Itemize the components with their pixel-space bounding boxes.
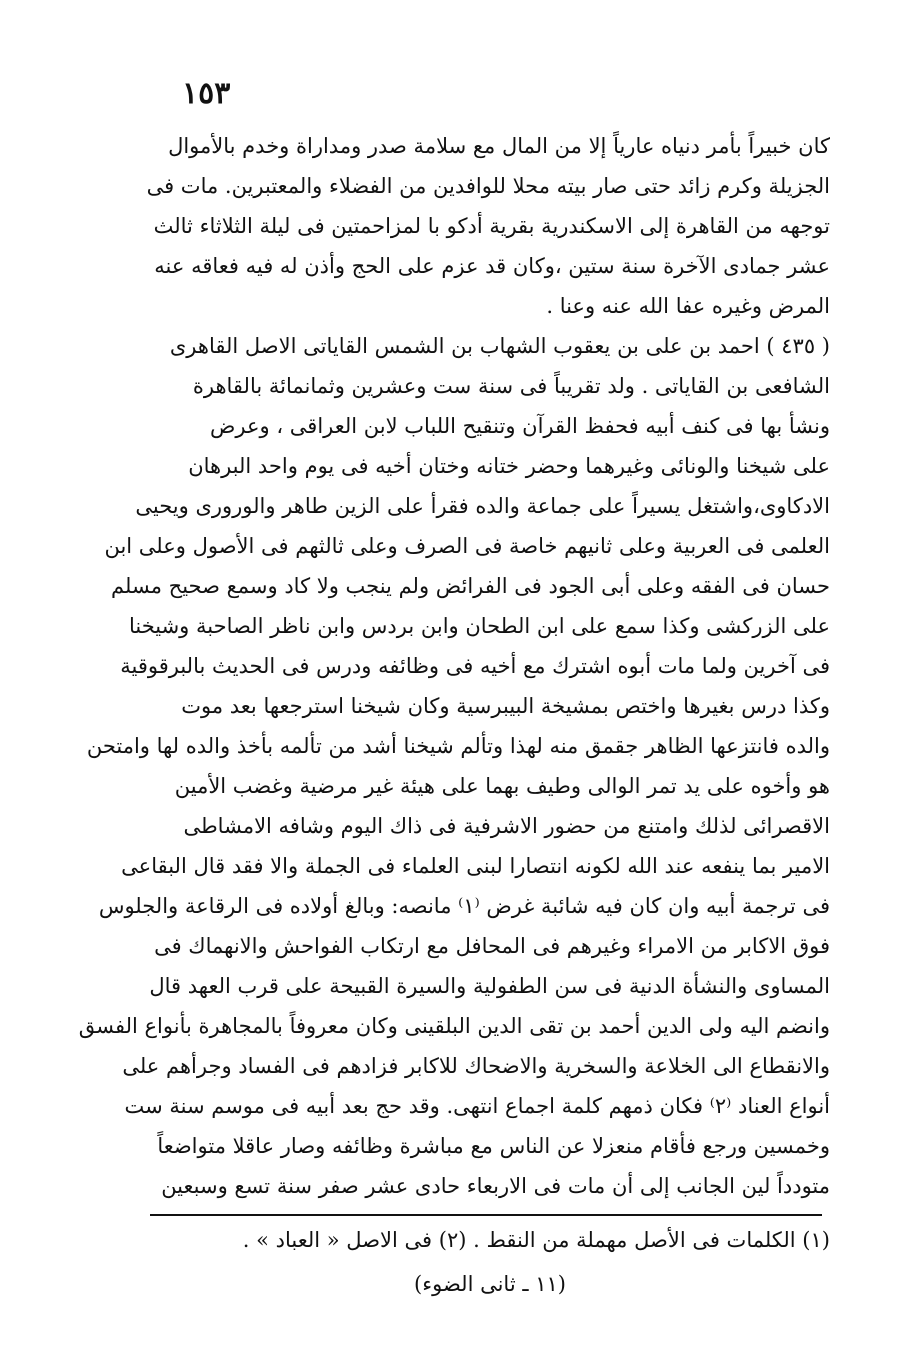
text-line-21: فوق الاكابر من الامراء وغيرهم فى المحافل مع ارتكاب الفواحش والانهماك فى (154, 934, 830, 958)
page-number: ١٥٣ (182, 76, 231, 111)
text-line-8: ونشأ بها فى كنف أبيه فحفظ القرآن وتنقيح اللباب لابن العراقى ، وعرض (210, 414, 830, 438)
signature-mark: (١١ ـ ثانى الضوء) (414, 1272, 566, 1296)
text-line-19: الامير بما ينفعه عند الله لكونه انتصارا لبنى العلماء فى الجملة والا فقد قال البقاعى (121, 854, 830, 878)
footnote (150, 1222, 830, 1258)
text-line-26: وخمسين ورجع فأقام منعزلا عن الناس مع مباشرة وظائفه وصار عاقلا متواضعاً (157, 1134, 830, 1158)
text-line-27: متودداً لين الجانب إلى أن مات فى الاربعاء حادى عشر صفر سنة تسع وسبعين (161, 1174, 830, 1198)
text-line-18: الاقصرائى لذلك وامتنع من حضور الاشرفية فى ذاك اليوم وشافه الامشاطى (183, 814, 830, 838)
body-text (78, 126, 830, 1206)
text-line-11: العلمى فى العربية وعلى ثانيهم خاصة فى الصرف وعلى ثالثهم فى الأصول وعلى ابن (104, 534, 830, 558)
text-line-24: والانقطاع الى الخلاعة والسخرية والاضحاك للاكابر فزادهم فى الفساد وجرأهم على (122, 1054, 830, 1078)
text-line-2: الجزيلة وكرم زائد حتى صار بيته محلا للوافدين من الفضلاء والمعتبرين. مات فى (146, 174, 830, 198)
text-line-9: على شيخنا والونائى وغيرهما وحضر ختانه وختان أخيه فى يوم واحد البرهان (188, 454, 830, 478)
footnote-text: (١) الكلمات فى الأصل مهملة من النقط . (٢) فى الاصل « العباد » . (242, 1228, 830, 1252)
text-line-12: حسان فى الفقه وعلى أبى الجود فى الفرائض ولم ينجب ولا كاد وسمع صحيح مسلم (111, 574, 830, 598)
text-line-7: الشافعى بن القاياتى . ولد تقريباً فى سنة ست وعشرين وثمانمائة بالقاهرة (192, 374, 830, 398)
text-line-14: فى آخرين ولما مات أبوه اشترك مع أخيه فى وظائفه ودرس فى الحديث بالبرقوقية (120, 654, 830, 678)
footnote-divider (150, 1214, 822, 1216)
text-line-15: وكذا درس بغيرها واختص بمشيخة البيبرسية وكان شيخنا استرجعها بعد موت (181, 694, 830, 718)
text-line-20: فى ترجمة أبيه وان كان فيه شائبة غرض ⁽١⁾ مانصه: وبالغ أولاده فى الرقاعة والجلوس (98, 894, 830, 918)
text-line-1: كان خبيراً بأمر دنياه عارياً إلا من المال مع سلامة صدر ومداراة وخدم بالأموال (168, 134, 830, 158)
text-line-10: الادكاوى،واشتغل يسيراً على جماعة والده فقرأ على الزين طاهر والورورى ويحيى (135, 494, 830, 518)
text-line-13: على الزركشى وكذا سمع على ابن الطحان وابن بردس وابن ناظر الصاحبة وشيخنا (128, 614, 830, 638)
text-line-17: هو وأخوه على يد تمر الوالى وطيف بهما على هيئة غير مرضية وغضب الأمين (174, 774, 830, 798)
text-line-6: ( ٤٣٥ ) احمد بن على بن يعقوب الشهاب بن الشمس القاياتى الاصل القاهرى (169, 334, 830, 358)
text-line-4: عشر جمادى الآخرة سنة ستين ،وكان قد عزم على الحج وأذن له فيه فعاقه عنه (154, 254, 830, 278)
text-line-25: أنواع العناد ⁽٢⁾ فكان ذمهم كلمة اجماع انتهى. وقد حج بعد أبيه فى موسم سنة ست (124, 1094, 830, 1118)
text-line-22: المساوى والنشأة الدنية فى سن الطفولية والسيرة القبيحة على قرب العهد قال (149, 974, 830, 998)
text-line-16: والده فانتزعها الظاهر جقمق منه لهذا وتألم شيخنا أشد من تألمه بأخذ والده لها وامتحن (86, 734, 830, 758)
text-line-23: وانضم اليه ولى الدين أحمد بن تقى الدين البلقينى وكان معروفاً بالمجاهرة بأنواع الفسق (78, 1014, 830, 1038)
text-line-3: توجهه من القاهرة إلى الاسكندرية بقرية أدكو با لمزاحمتين فى ليلة الثلاثاء ثالث (153, 214, 830, 238)
text-line-5: المرض وغيره عفا الله عنه وعنا . (546, 294, 830, 318)
